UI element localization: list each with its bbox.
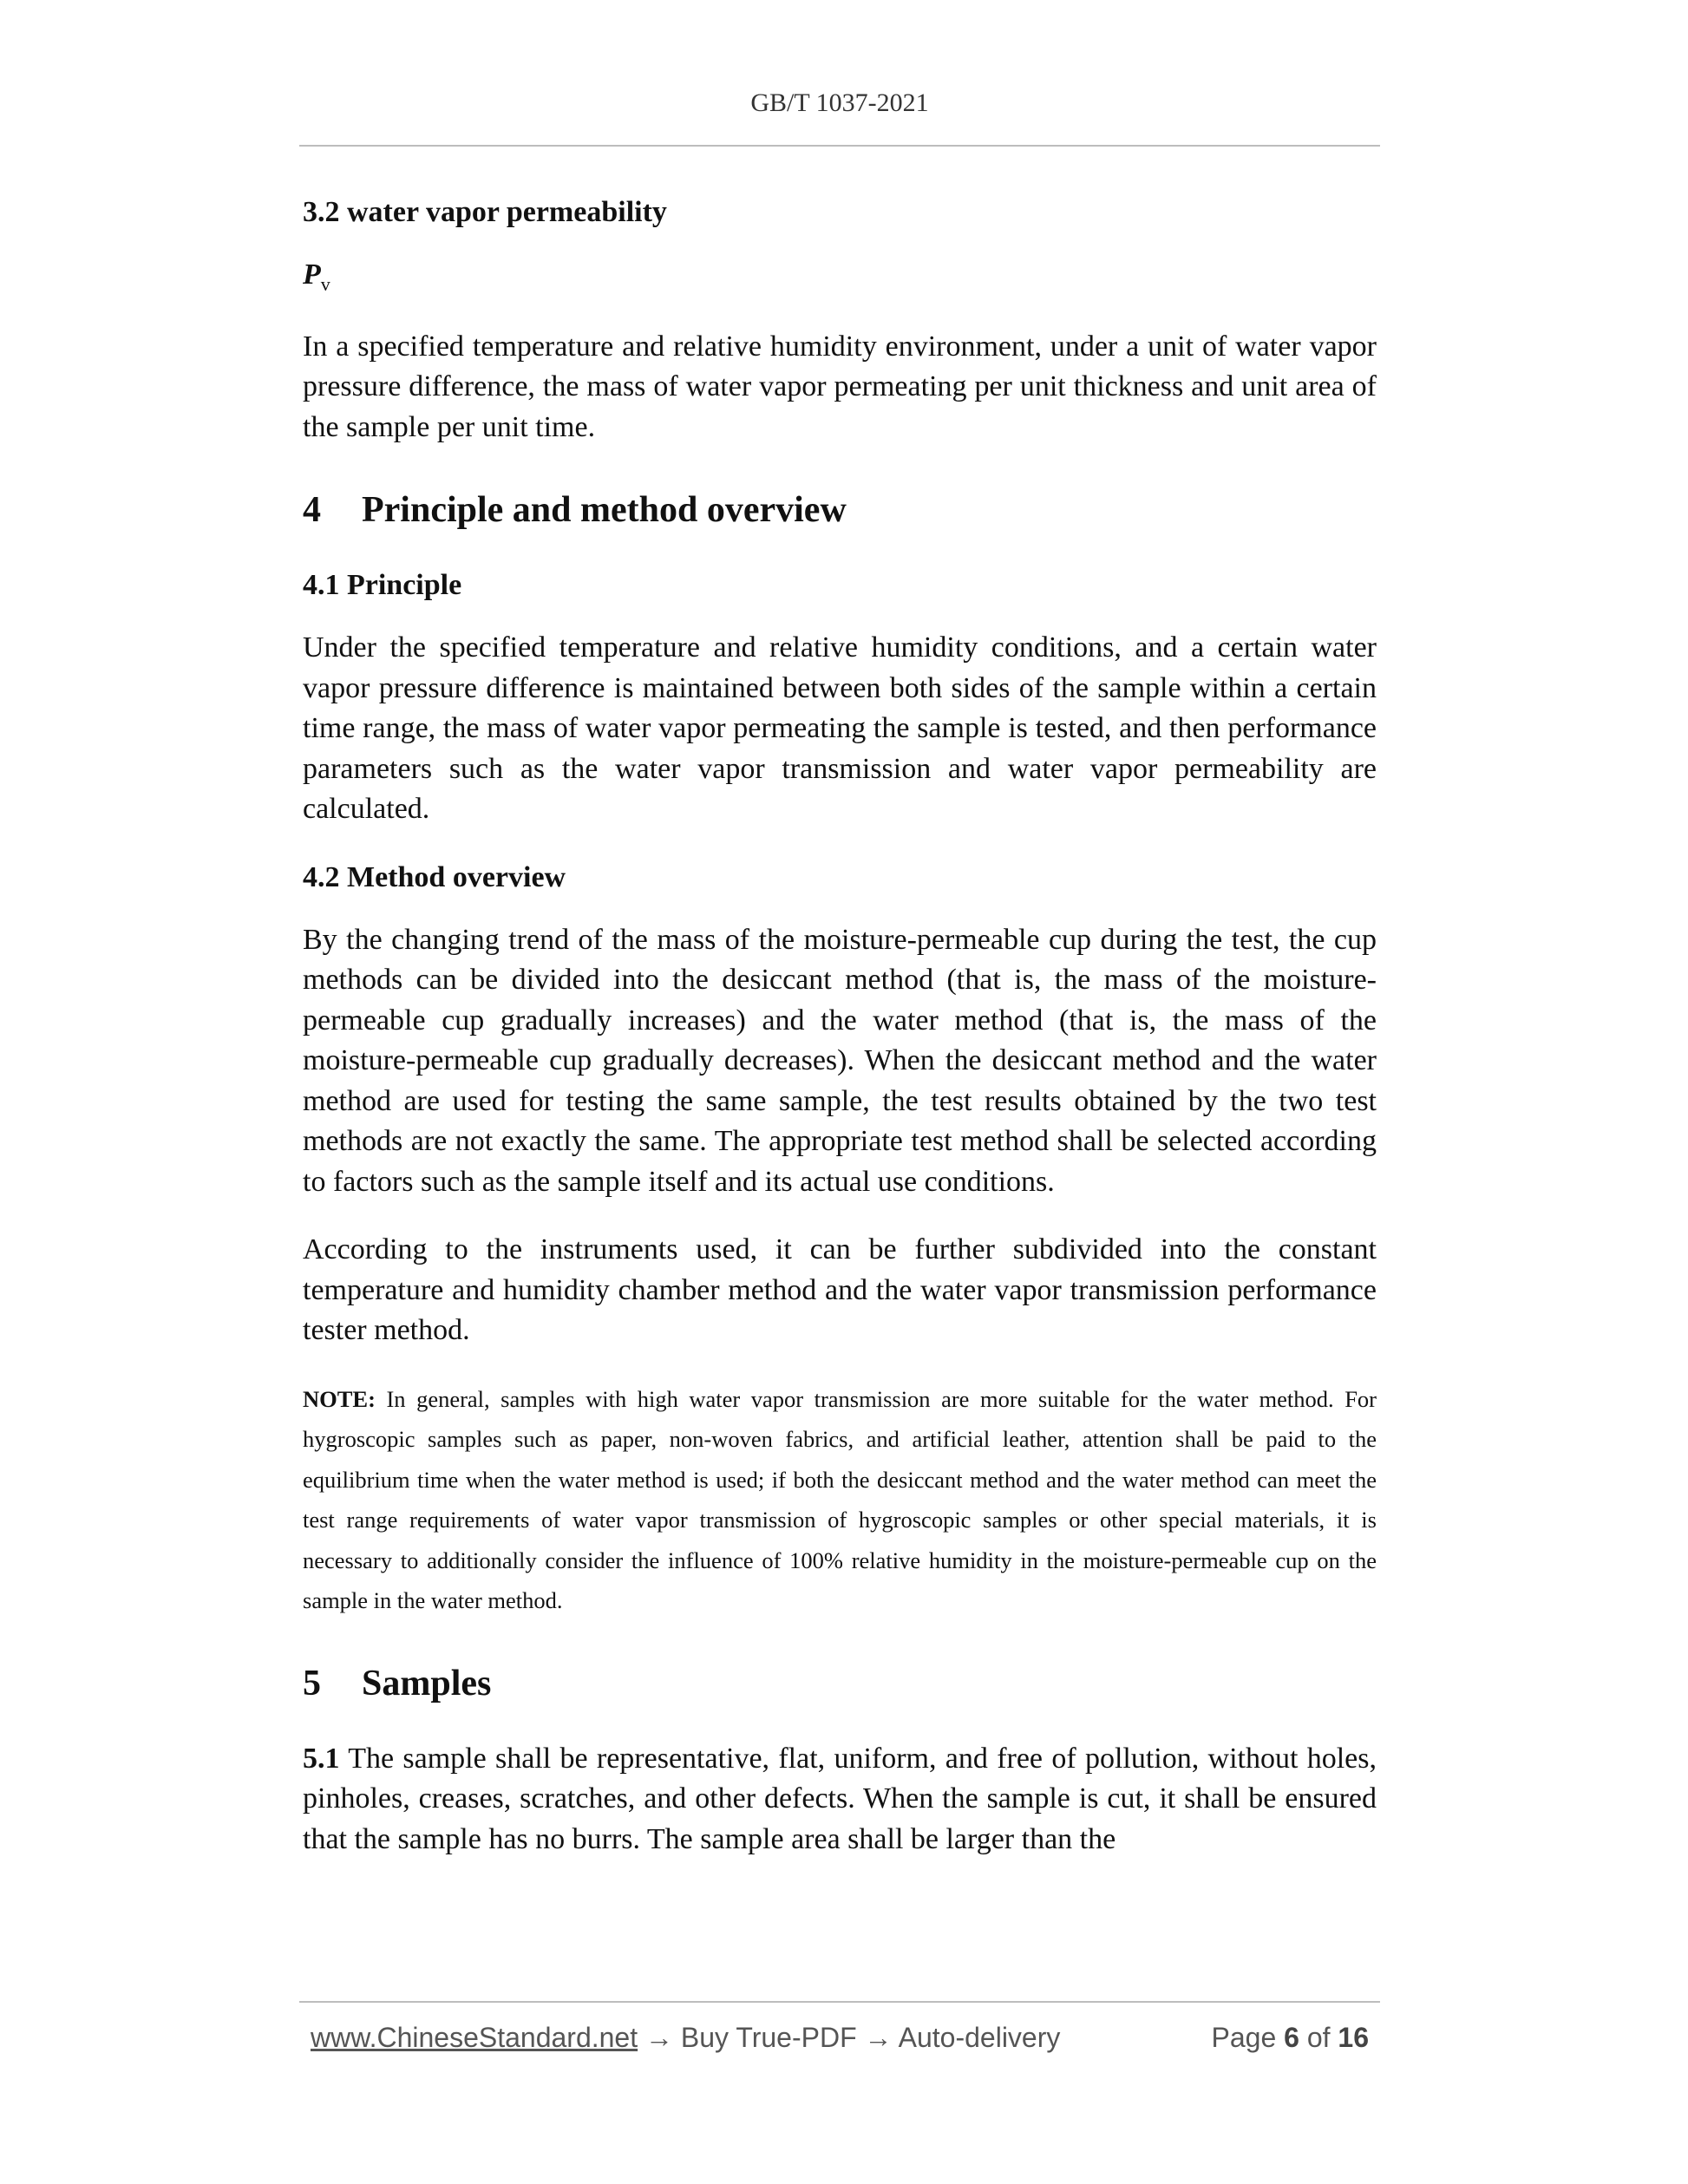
- arrow-right-icon: →: [645, 2022, 673, 2053]
- section-4-1-text: Under the specified temperature and relative humidity conditions, and a certain water vapor pressure difference is maintained between both sides of the sample within a certain time range, the mass of water vapor permeating the sample is tested, and then performance parameters such as the water vapor transmission and water vapor permeability are calculated.: [303, 631, 1377, 826]
- section-5-1-text: [303, 1739, 1377, 1860]
- total-page-count: 16: [1338, 2022, 1369, 2053]
- section-5-1-body: The sample shall be representative, flat, uniform, and free of pollution, without holes, pinholes, creases, scratches, and other defects. When the sample is cut, it shall be ensured that the sample has no burrs. The sample area shall be larger than the: [303, 1742, 1377, 1855]
- auto-delivery-text: Auto-delivery: [898, 2022, 1061, 2053]
- note-text: In general, samples with high water vapor transmission are more suitable for the water method. For hygroscopic samples such as paper, non-woven fabrics, and artificial leather, attention shall be paid to the equilibrium time when the water method is used; if both the desiccant method and the water method can meet the test range requirements of water vapor transmission of hygroscopic samples or other special materials, it is necessary to additionally consider the influence of 100% relative humidity in the moisture-permeable cup on the sample in the water method.: [303, 1385, 1377, 1614]
- footer-promo: [311, 2022, 1060, 2054]
- section-4-2-paragraph-2: According to the instruments used, it can be further subdivided into the constant temperature and humidity chamber method and the water vapor transmission performance tester method.: [303, 1233, 1377, 1347]
- footer-divider: [299, 2001, 1380, 2003]
- header-divider: [299, 145, 1380, 147]
- page-footer: [311, 2022, 1369, 2060]
- site-link[interactable]: www.ChineseStandard.net: [311, 2022, 638, 2053]
- section-5-heading: [303, 1659, 1377, 1708]
- document-body: [303, 193, 1377, 1887]
- page-indicator: [1212, 2022, 1369, 2054]
- page-header-standard-code: GB/T 1037-2021: [750, 88, 929, 117]
- section-4-title: Principle and method overview: [362, 490, 847, 531]
- section-4-2-heading: 4.2 Method overview: [303, 860, 566, 893]
- section-4-2-paragraph-1: By the changing trend of the mass of the moisture-permeable cup during the test, the cup methods can be divided into the desiccant method (that is, the mass of the moisture-permeable cup gradually increases) and the water method (that is, the mass of the moisture-permeable cup gradually decreases). When the desiccant method and the water method are used for testing the same sample, the test results obtained by the two test methods are not exactly the same. The appropriate test method shall be selected according to factors such as the sample itself and its actual use conditions.: [303, 923, 1377, 1198]
- section-3-2-definition: In a specified temperature and relative humidity environment, under a unit of water vapor pressure difference, the mass of water vapor permeating per unit thickness and unit area of the sample per unit time.: [303, 330, 1377, 443]
- section-4-1-heading: 4.1 Principle: [303, 569, 462, 602]
- permeability-symbol: [303, 255, 1377, 304]
- of-word: of: [1306, 2022, 1331, 2053]
- current-page-number: 6: [1284, 2022, 1299, 2053]
- arrow-right-icon: →: [864, 2022, 893, 2053]
- note-label: NOTE:: [303, 1385, 376, 1412]
- section-4-number: 4: [303, 490, 321, 531]
- section-5-1-label: 5.1: [303, 1742, 340, 1775]
- page-word: Page: [1211, 2022, 1277, 2053]
- section-3-2-heading: 3.2 water vapor permeability: [303, 196, 667, 228]
- symbol-main: P: [303, 258, 321, 291]
- section-4-heading: [303, 486, 1377, 534]
- buy-true-pdf-text: Buy True-PDF: [680, 2022, 857, 2053]
- symbol-subscript: v: [320, 272, 330, 295]
- section-5-number: 5: [303, 1663, 321, 1703]
- section-4-2-note: [303, 1379, 1377, 1621]
- section-5-title: Samples: [362, 1663, 492, 1703]
